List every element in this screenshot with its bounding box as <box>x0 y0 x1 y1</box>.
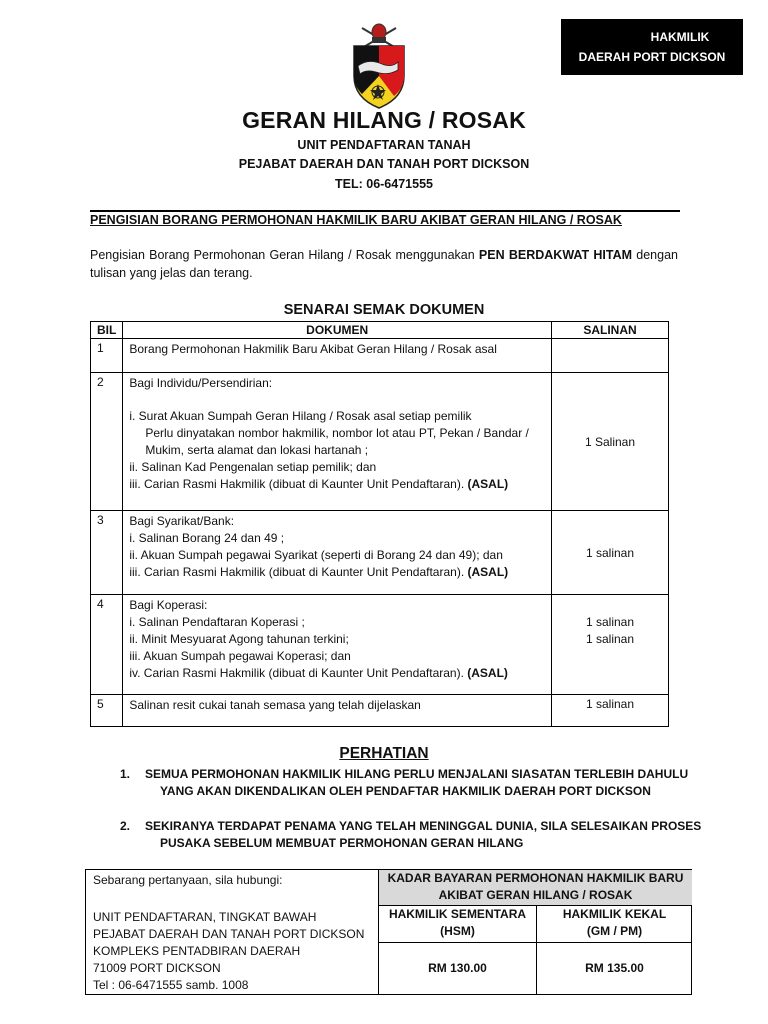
intro-text-2: dengan tulisan yang jelas dan terang. <box>90 248 678 280</box>
fee-column-permanent <box>537 906 692 943</box>
contact-heading: Sebarang pertanyaan, sila hubungi: <box>93 873 283 887</box>
copy-count: 1 salinan <box>585 615 635 629</box>
divider <box>90 210 680 212</box>
header-document: DOKUMEN <box>123 322 552 339</box>
row-copies: 1 salinan <box>552 511 669 595</box>
section-heading: PENGISIAN BORANG PERMOHONAN HAKMILIK BARU AKIBAT GERAN HILANG / ROSAK <box>90 213 622 227</box>
table-row <box>91 695 669 727</box>
notice-item <box>110 818 710 852</box>
table-row <box>91 339 669 373</box>
document-line <box>129 476 545 493</box>
intro-text-1: Pengisian Borang Permohonan Geran Hilang / Rosak menggunakan <box>90 248 479 262</box>
contact-line: PEJABAT DAERAH DAN TANAH PORT DICKSON <box>93 927 365 941</box>
original-marker: (ASAL) <box>467 565 509 579</box>
office-phone: TEL: 06-6471555 <box>335 177 433 191</box>
instruction-paragraph <box>90 246 678 282</box>
table-row <box>91 595 669 695</box>
footer-box <box>85 869 692 995</box>
header-copies: SALINAN <box>552 322 669 339</box>
document-line: ii. Salinan Kad Pengenalan setiap pemilik; dan <box>129 460 377 474</box>
row-document <box>123 595 552 695</box>
document-line: Mukim, serta alamat dan lokasi hartanah ; <box>145 443 369 457</box>
document-line: ii. Akuan Sumpah pegawai Syarikat (seperti di Borang 24 dan 49); dan <box>129 548 503 562</box>
header-bil: BIL <box>91 322 123 339</box>
unit-name: UNIT PENDAFTARAN TANAH <box>297 138 471 152</box>
badge-line1: HAKMILIK <box>650 30 710 44</box>
fee-column-temporary <box>379 906 537 943</box>
fee-title-line: KADAR BAYARAN PERMOHONAN HAKMILIK BARU <box>387 871 684 885</box>
document-line: Borang Permohonan Hakmilik Baru Akibat Geran Hilang / Rosak asal <box>129 342 497 356</box>
notice-number: 2. <box>120 819 131 833</box>
row-copies <box>552 339 669 373</box>
document-line-text: iv. Carian Rasmi Hakmilik (dibuat di Kaunter Unit Pendaftaran). <box>129 666 468 680</box>
contact-line: 71009 PORT DICKSON <box>93 961 221 975</box>
document-heading: Bagi Individu/Persendirian: <box>129 376 273 390</box>
original-marker: (ASAL) <box>467 477 509 491</box>
copy-count: 1 salinan <box>585 632 635 646</box>
notice-line: PUSAKA SEBELUM MEMBUAT PERMOHONAN GERAN HILANG <box>160 836 524 850</box>
document-line: i. Salinan Borang 24 dan 49 ; <box>129 531 285 545</box>
contact-phone: Tel : 06-6471555 samb. 1008 <box>93 978 249 992</box>
notice-line: SEKIRANYA TERDAPAT PENAMA YANG TELAH MENINGGAL DUNIA, SILA SELESAIKAN PROSES <box>145 819 702 833</box>
row-copies <box>552 595 669 695</box>
table-row <box>91 373 669 511</box>
state-crest-icon <box>348 18 410 110</box>
document-title: GERAN HILANG / ROSAK <box>242 107 526 133</box>
row-copies: 1 Salinan <box>552 373 669 511</box>
notice-item <box>110 766 710 800</box>
document-heading: Bagi Koperasi: <box>129 598 208 612</box>
document-line: ii. Minit Mesyuarat Agong tahunan terkini; <box>129 632 349 646</box>
document-checklist-table <box>90 321 669 727</box>
row-document <box>123 339 552 373</box>
district-badge <box>561 19 743 75</box>
row-number: 4 <box>91 595 123 695</box>
document-line-text: iii. Carian Rasmi Hakmilik (dibuat di Kaunter Unit Pendaftaran). <box>129 565 468 579</box>
table-row <box>91 511 669 595</box>
row-document <box>123 511 552 595</box>
row-number: 5 <box>91 695 123 727</box>
document-line <box>129 665 545 682</box>
contact-block <box>93 872 373 994</box>
document-line: i. Salinan Pendaftaran Koperasi ; <box>129 615 305 629</box>
document-line: Salinan resit cukai tanah semasa yang telah dijelaskan <box>129 698 421 712</box>
row-number: 1 <box>91 339 123 373</box>
fee-title-line: AKIBAT GERAN HILANG / ROSAK <box>438 888 633 902</box>
fee-table-title <box>379 870 692 906</box>
original-marker: (ASAL) <box>467 666 508 680</box>
fee-column-code: (GM / PM) <box>586 924 643 938</box>
notice-number: 1. <box>120 767 131 781</box>
document-line-text: iii. Carian Rasmi Hakmilik (dibuat di Kaunter Unit Pendaftaran). <box>129 477 468 491</box>
fee-column-code: (HSM) <box>440 924 475 938</box>
intro-bold-text: PEN BERDAKWAT HITAM <box>478 248 633 262</box>
notice-title: PERHATIAN <box>339 745 429 762</box>
document-line: i. Surat Akuan Sumpah Geran Hilang / Rosak asal setiap pemilik <box>129 409 472 423</box>
row-copies: 1 salinan <box>552 695 669 727</box>
fee-value-permanent: RM 135.00 <box>585 961 644 975</box>
fee-column-label: HAKMILIK KEKAL <box>562 907 667 921</box>
fee-table <box>378 870 692 994</box>
row-number: 2 <box>91 373 123 511</box>
fee-value-temporary: RM 130.00 <box>379 943 537 994</box>
document-line <box>129 564 545 581</box>
badge-line2: DAERAH PORT DICKSON <box>578 50 726 64</box>
notice-line: YANG AKAN DIKENDALIKAN OLEH PENDAFTAR HAKMILIK DAERAH PORT DICKSON <box>160 784 651 798</box>
row-document <box>123 695 552 727</box>
contact-line: UNIT PENDAFTARAN, TINGKAT BAWAH <box>93 910 317 924</box>
checklist-title: SENARAI SEMAK DOKUMEN <box>283 302 485 318</box>
table-header-row <box>91 322 669 339</box>
document-heading: Bagi Syarikat/Bank: <box>129 514 235 528</box>
row-document <box>123 373 552 511</box>
office-name: PEJABAT DAERAH DAN TANAH PORT DICKSON <box>238 157 530 171</box>
document-line: Perlu dinyatakan nombor hakmilik, nombor lot atau PT, Pekan / Bandar / <box>145 426 529 440</box>
row-number: 3 <box>91 511 123 595</box>
fee-column-label: HAKMILIK SEMENTARA <box>388 907 527 921</box>
contact-line: KOMPLEKS PENTADBIRAN DAERAH <box>93 944 301 958</box>
notice-line: SEMUA PERMOHONAN HAKMILIK HILANG PERLU MENJALANI SIASATAN TERLEBIH DAHULU <box>145 767 689 781</box>
document-line: iii. Akuan Sumpah pegawai Koperasi; dan <box>129 649 351 663</box>
